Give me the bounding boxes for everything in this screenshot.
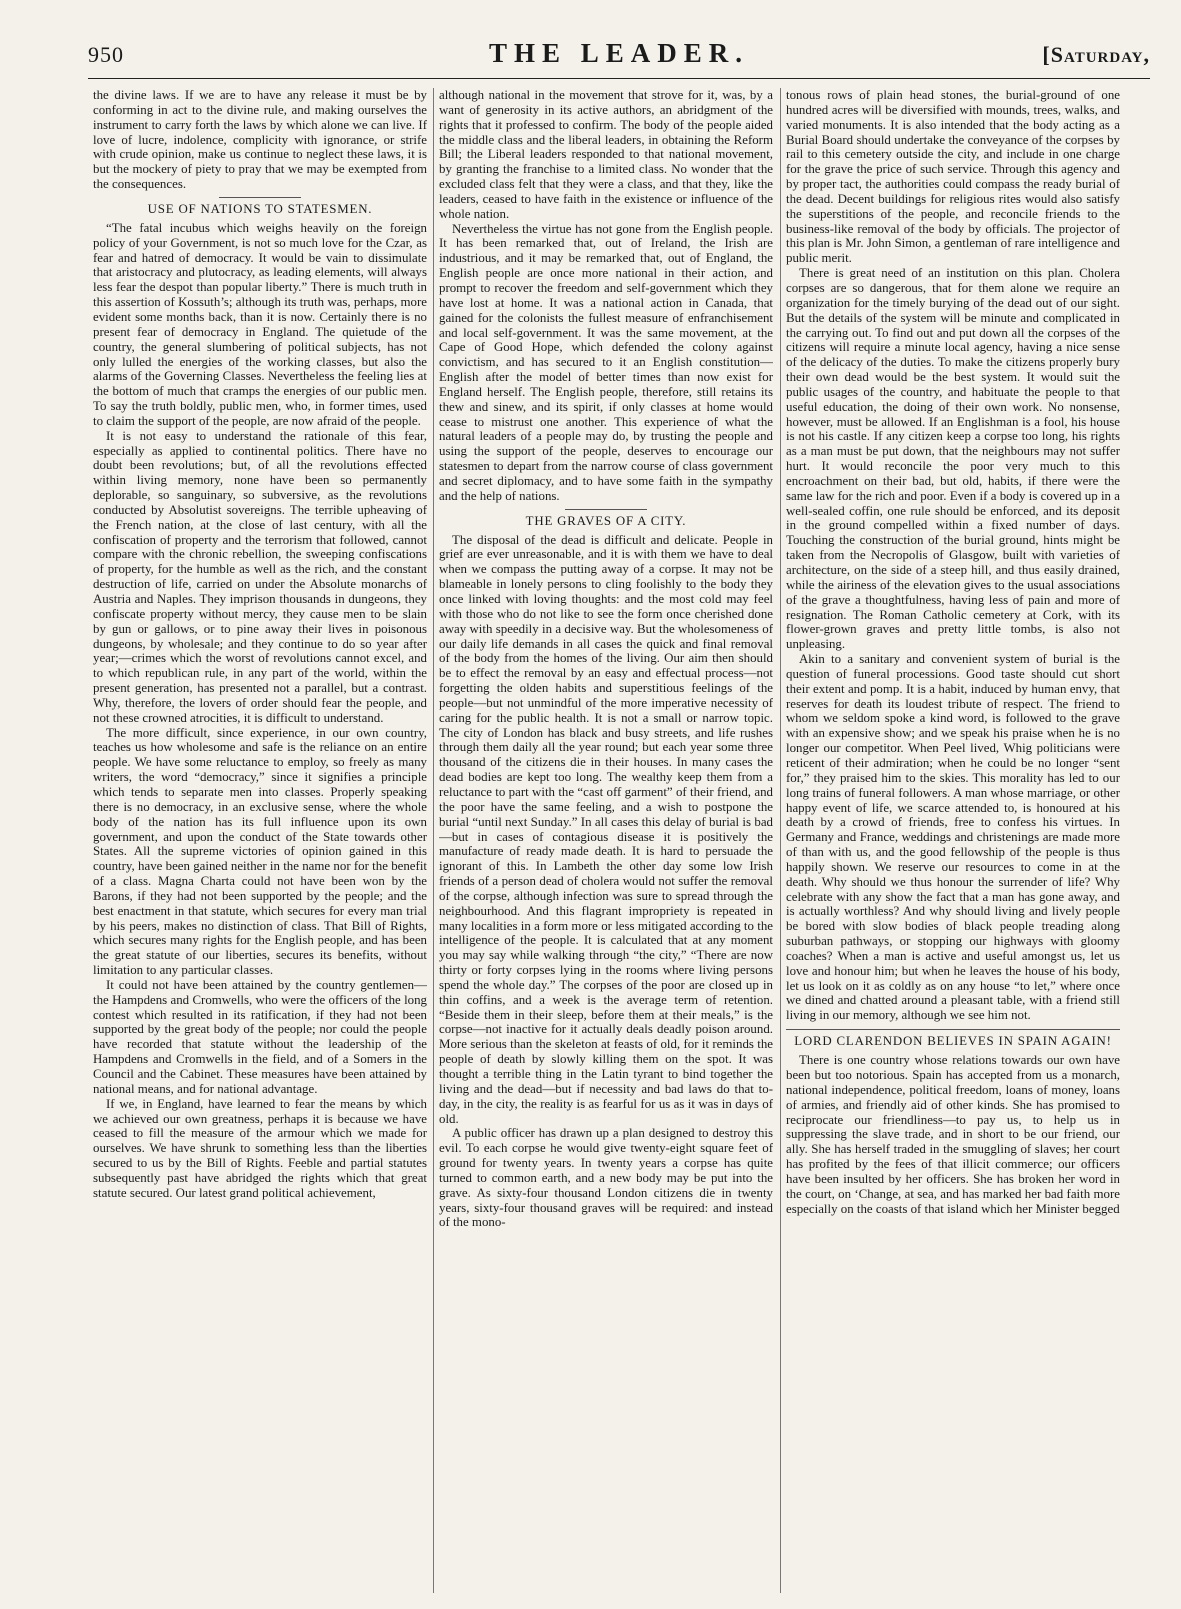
article-paragraph: There is one country whose relations towards our own have been but too notorious. Spain has accepted from us a monarch, national independence, political freedom, loans of money, loans of armies, and friendly aid of other kinds. She has promised to reciprocate our friendliness—to pay us, to help us in suppressing the slave trade, and in short to be our friend, our ally. She has herself traded in the smuggling of slaves; her court has profited by the fees of that illicit commerce; our officers have been insulted by her officers. She has broken her word in the court, on ‘Change, at sea, and has marked her bad faith more especially on the coasts of that island which her Minister begged (786, 1053, 1120, 1216)
column-2 (439, 88, 773, 1593)
article-paragraph: Akin to a sanitary and convenient system of burial is the question of funeral processions. Good taste should cut short their extent and pomp. It is a habit, induced by human envy, that reserves for death its loudest tribute of respect. The friend to whom we seldom spoke a kind word, is followed to the grave with an expensive show; and we speak his praise when he is no longer our competitor. When Peel lived, Whig politicians were reticent of their admiration; when he could be no longer “sent for,” they praised him to the skies. This morality has led to our long trains of funeral followers. A man whose marriage, or other happy event of life, we scarce attended to, is honoured at his death by a crowd of friends, free to confess his virtues. In Germany and France, weddings and christenings are made more of than with us, and the good fellowship of the people is thus happily shown. We reserve our resources to come in at the death. Why should we thus honour the surrender of life? Why celebrate with any show the fact that a man has gone away, and is actually worthless? And why should living and lively people be bored with slow bodies of black people treading along suburban pathways, or stopping our highways with gloomy coaches? When a man is active and useful amongst us, let us love and honour him; but when he leaves the house of his body, let us look on it as coldly as on any house “to let,” where once we dined and chatted around a pleasant table, with a friend still living in our memory, although we see him not. (786, 652, 1120, 1023)
page-header (88, 38, 1150, 70)
column-divider (433, 88, 434, 1593)
article-paragraph: the divine laws. If we are to have any release it must be by conforming in act to the divine rule, and making ourselves the instrument to carry forth the laws by which alone we can live. If love of lucre, indolence, complicity with ignorance, or strife with crude opinion, make us continue to neglect these laws, it is but the mockery of piety to pray that we may be exempted from the consequences. (93, 88, 427, 192)
masthead-title: THE LEADER. (488, 38, 750, 68)
article-paragraph: A public officer has drawn up a plan designed to destroy this evil. To each corpse he would give twenty-eight square feet of ground for twenty years. In twenty years a corpse has quite turned to common earth, and a new body may be put into the grave. As sixty-four thousand London citizens die in twenty years, sixty-four thousand graves will be required: and instead of the mono- (439, 1126, 773, 1230)
article-paragraph: There is great need of an institution on this plan. Cholera corpses are so dangerous, that for them alone we require an organization for the timely burying of the dead out of our sight. But the details of the system will be minute and complicated in the carrying out. To find out and put down all the corpses of the citizens will require a minute local agency, having a nice sense of the delicacy of the duties. To make the citizens properly bury their own dead would be the best system. It would suit the public usages of the country, and habituate the people to that useful education, the doing of their own work. No nonsense, however, must be allowed. If an Englishman is a fool, his house is not his castle. If any citizen keep a corpse too long, his rights as a man must be put down, that the neighbours may not suffer hurt. It would reconcile the poor very much to this encroachment on their bad, but old, habits, if there were the same law for the rich and poor. Even if a body is covered up in a well-sealed coffin, one rule should be enforced, and its deposit in the ground compelled within a fixed number of days. Touching the construction of the burial ground, hints might be taken from the Necropolis of Glasgow, built with varieties of architecture, on the side of a steep hill, and thus easily drained, while the airiness of the elevation gives to the usual associations of the grave a thoughtfulness, having less of pain and more of resignation. The Roman Catholic cemetery at Cork, with its flower-grown graves and pretty little tombs, is also not unpleasing. (786, 266, 1120, 652)
article-heading: LORD CLARENDON BELIEVES IN SPAIN AGAIN! (794, 1034, 1112, 1049)
article-heading: THE GRAVES OF A CITY. (525, 513, 687, 528)
section-divider (565, 509, 647, 510)
article-paragraph: If we, in England, have learned to fear the means by which we achieved our own greatness, perhaps it is because we have ceased to fill the measure of the armour which we made for ourselves. We have shrunk to something less than the liberties secured to us by the Bill of Rights. Feeble and partial statutes subsequently past have abridged the rights which that great statute secured. Our latest grand political achievement, (93, 1096, 427, 1200)
page-number: 950 (88, 42, 124, 67)
header-rule (88, 78, 1150, 79)
article-paragraph: tonous rows of plain head stones, the burial-ground of one hundred acres will be diversified with mounds, trees, walks, and varied monuments. It is also intended that the body acting as a Burial Board should undertake the conveyance of the corpses by rail to this cemetery outside the city, and include in one charge for the grave the price of such service. Through this agency and by proper tact, the authorities could compass the ready burial of the dead. Decent buildings for religious rites would also satisfy the superstitions of the people, and reconcile friends to the business-like removal of the body by officials. The projector of this plan is Mr. John Simon, a gentleman of rare intelligence and public merit. (786, 88, 1120, 266)
issue-day: [Saturday, (1042, 42, 1150, 67)
article-paragraph: It could not have been attained by the country gentlemen—the Hampdens and Cromwells, who were the officers of the long contest which resulted in its ratification, if they had not been supported by the great body of the people; nor could the people have recorded that statute without the leadership of the Hampdens and Cromwells in the field, and of a Somers in the Council and the Cabinet. These measures have been attained by national means, and for national advantage. (93, 977, 427, 1096)
column-divider (780, 88, 781, 1593)
article-paragraph: “The fatal incubus which weighs heavily on the foreign policy of your Government, is not so much love for the Czar, as fear and hatred of democracy. It would be vain to dissimulate that aristocracy and plutocracy, as leading elements, will always less fear the despot than popular liberty.” There is much truth in this assertion of Kossuth’s; although its truth was, perhaps, more evident some months back, than it is now. Certainly there is no present fear of democracy in England. The quietude of the country, the general slumbering of political subjects, has not only lulled the energies of the working classes, but also the alarms of the Governing Classes. Nevertheless the feeling lies at the bottom of much that cramps the energies of our public men. To say the truth boldly, public men, who, in former times, used to claim the support of the people, are now afraid of the people. (93, 220, 427, 428)
column-1 (93, 88, 427, 1593)
article-heading: USE OF NATIONS TO STATESMEN. (147, 201, 373, 216)
article-paragraph: The disposal of the dead is difficult and delicate. People in grief are ever unreasonable, and it is with them we have to deal when we compass the putting away of a corpse. It may not be blameable in lonely persons to cling foolishly to the body they once linked with loving thoughts: and the most cold may feel with those who do not like to see the form once cherished done away with speedily in a decisive way. But the wholesomeness of our daily life demands in all cases the quick and final removal of the body from the homes of the living. Our aim then should be to effect the removal by an easy and effectual process—not forgetting the olden habits and superstitious feelings of the people—but not unmindful of the more imperative necessity of caring for the public health. It is not a small or narrow topic. The city of London has black and busy streets, and life rushes through them daily all the year round; but each year some three thousand of the citizens die in their houses. In many cases the dead bodies are kept too long. The wealthy keep them from a reluctance to part with the “cast off garment” of their friend, and the poor have the same feeling, and a wish to postpone the burial “until next Sunday.” In all cases this delay of burial is bad—but in cases of contagious disease it is positively the manufacture of ready made death. It is hard to persuade the ignorant of this. In Lambeth the other day some low Irish friends of a person dead of cholera would not suffer the removal of the corpse, although infection was sure to spread through the neighbourhood. And this flagrant impropriety is repeated in many localities in a form more or less mitigated according to the intelligence of the people. It is calculated that at any moment you may say while walking through “the city,” “There are now thirty or forty corpses lying in the rooms where living persons spend the whole day.” The corpses of the poor are closed up in thin coffins, and a week is the average term of retention. “Beside them in their sleep, before them at their meals,” is the corpse—not inactive for it actually deals deadly poison around. More serious than the skeleton at feasts of old, for it reminds the people of death by slowly killing them on the spot. It was thought a terrible thing in the Latin tyrant to bind together the living and the dead—but if necessity and bad laws do that to-day, in the city, the reality is as fearful for us as it was in days of old. (439, 532, 773, 1126)
article-paragraph: The more difficult, since experience, in our own country, teaches us how wholesome and safe is the reliance on an entire people. We have some reluctance to employ, so freely as many writers, the word “democracy,” since it signifies a principle which tends to separate men into classes. Properly speaking there is no democracy, in an exclusive sense, where the whole body of the nation has its full influence upon its own government, and upon the conduct of the State towards other States. All the supreme victories of opinion gained in this country, have been gained neither in the name nor for the benefit of a class. Magna Charta could not have been won by the Barons, if they had not been supported by the people; and the best enactment in that statute, which secures for every man trial by his peers, makes no distinction of class. That Bill of Rights, which secures many rights for the English people, and has been the great statute of our liberties, secures its benefits, without limitation to any particular classes. (93, 725, 427, 978)
article-paragraph: although national in the movement that strove for it, was, by a want of generosity in its active authors, an abridgment of the rights that it professed to confirm. The body of the people aided the middle class and the liberal leaders, in obtaining the Reform Bill; the Liberal leaders responded to that national movement, by granting the franchise to a limited class. No wonder that the excluded class felt that they were a class, and that they, like the leaders, ceased to have faith in the existence or influence of the whole nation. (439, 88, 773, 221)
section-divider (219, 197, 301, 198)
section-divider (786, 1029, 1120, 1030)
article-paragraph: Nevertheless the virtue has not gone from the English people. It has been remarked that, out of Ireland, the Irish are industrious, and it may be remarked that, out of England, the English people are once more national in their action, and prompt to recover the freedom and self-government which they have lost at home. It was a national action in Canada, that gained for the colonists the fullest measure of enfranchisement and local self-government. It was the same movement, at the Cape of Good Hope, which defended the colony against convictism, and has secured to it an English constitution—English after the model of better times than now exist for England herself. The English people, therefore, still retains its thew and sinew, and its spirit, if only classes at home would cease to mistrust one another. This experience of what the natural leaders of a people may do, by trusting the people and using the support of the people, deserves to encourage our statesmen to depart from the narrow course of class government and secret diplomacy, and to have some faith in the sympathy and the help of nations. (439, 221, 773, 503)
article-paragraph: It is not easy to understand the rationale of this fear, especially as applied to continental politics. There have no doubt been revolutions; but, of all the revolutions effected within living memory, none have been so permanently deplorable, so sanguinary, so subversive, as the revolutions conducted by Absolutist sovereigns. The terrible upheaving of the French nation, at the close of last century, with all the confiscation of property and the terrorism that followed, cannot compare with the chronic rebellion, the sweeping confiscations of property, for the humble as well as the rich, and the constant destruction of life, carried on under the Absolute monarchs of Austria and Naples. They imprison thousands in dungeons, they confiscate property without mercy, they cause men to be slain by gun or gallows, or to pine away their lives in poisonous dungeons, by wholesale; and they continue to do so year after year;—crimes which the worst of revolutions cannot excel, and to which republican rule, in any part of the world, within the present generation, has presented not a parallel, but a contrast. Why, therefore, the lovers of order should fear the people, and not these crowned atrocities, it is difficult to understand. (93, 428, 427, 725)
column-3 (786, 88, 1120, 1593)
